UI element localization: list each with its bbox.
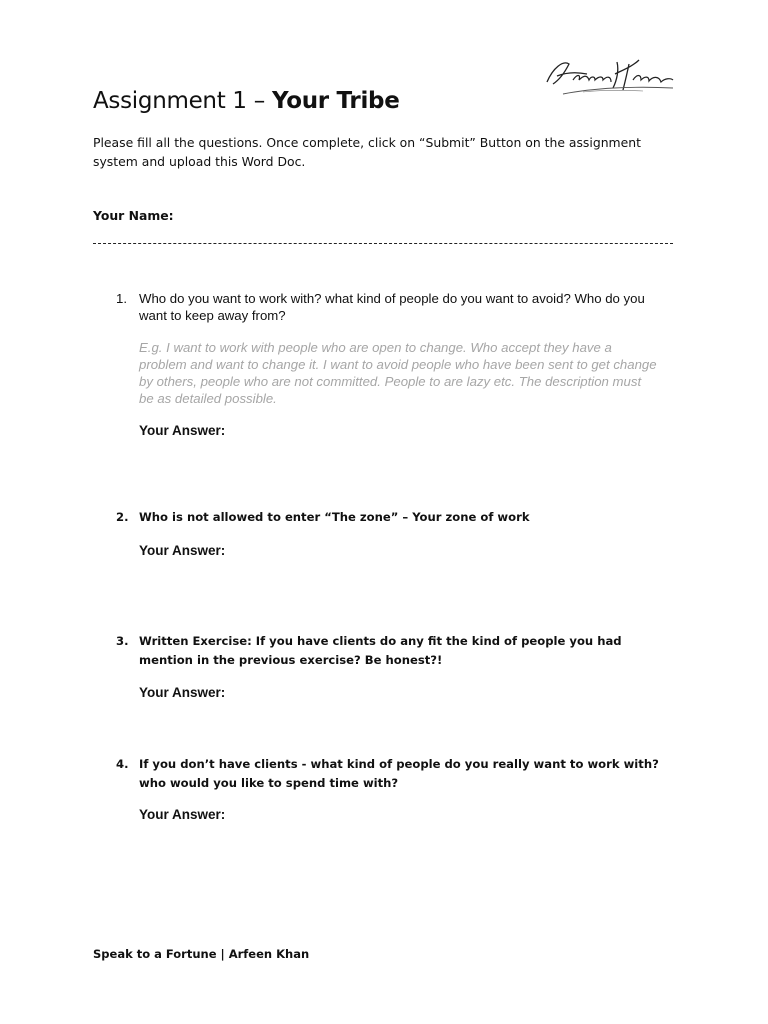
name-dashed-line <box>93 243 673 244</box>
title-prefix: Assignment 1 – <box>93 88 272 114</box>
instructions-text: Please fill all the questions. Once complete, click on “Submit” Button on the assignment system and upload this Word Doc. <box>93 135 641 169</box>
question-4-answer-label: Your Answer: <box>139 807 226 822</box>
page-title <box>93 88 400 114</box>
page-footer: Speak to a Fortune | Arfeen Khan <box>93 947 310 961</box>
question-1-text: Who do you want to work with? what kind of people do you want to avoid? Who do you want to keep away from? <box>139 291 645 323</box>
question-4-text: If you don’t have clients - what kind of people do you really want to work with? who would you like to spend time with? <box>139 757 659 790</box>
question-1-answer-label: Your Answer: <box>139 423 226 438</box>
question-3-text: Written Exercise: If you have clients do any fit the kind of people you had mention in the previous exercise? Be honest?! <box>139 634 622 667</box>
question-2-number: 2. <box>116 510 129 524</box>
your-name-label: Your Name: <box>93 208 174 223</box>
question-1-number: 1. <box>116 291 127 306</box>
question-2-text: Who is not allowed to enter “The zone” – Your zone of work <box>139 510 530 524</box>
question-4-number: 4. <box>116 757 129 771</box>
question-3-number: 3. <box>116 634 129 648</box>
question-3-answer-label: Your Answer: <box>139 685 226 700</box>
question-1-example: E.g. I want to work with people who are open to change. Who accept they have a problem and want to change it. I want to avoid people who have been sent to get change by others, people who are not committed. People to are lazy etc. The description must be as detailed possible. <box>139 340 657 406</box>
question-2-answer-label: Your Answer: <box>139 543 226 558</box>
title-emphasis: Your Tribe <box>271 88 400 114</box>
signature-image <box>543 50 679 100</box>
